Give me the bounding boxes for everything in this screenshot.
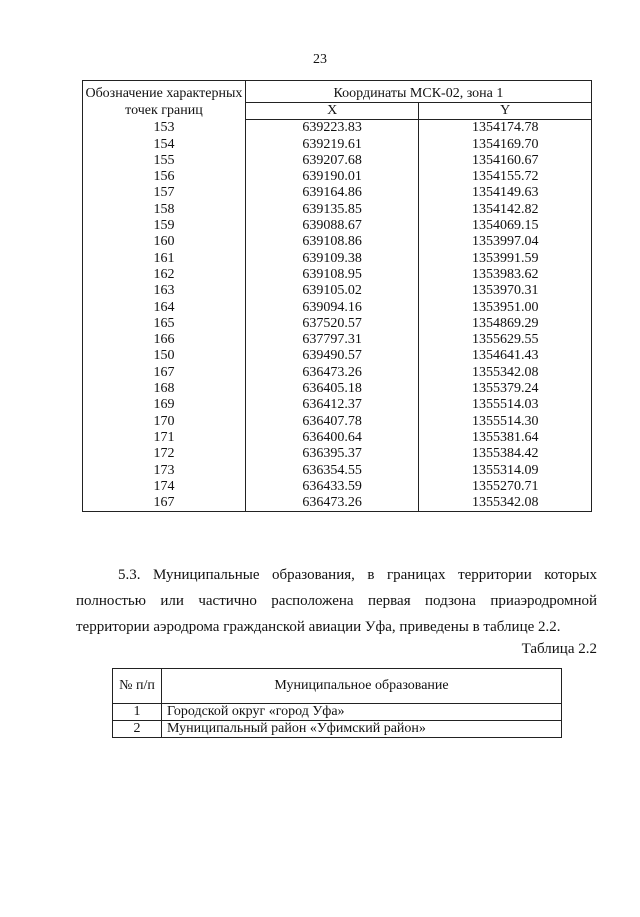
x-cell: 636433.59	[245, 479, 419, 495]
row-number-cell: 2	[113, 721, 162, 738]
point-cell: 158	[83, 202, 246, 218]
y-cell: 1353991.59	[419, 251, 592, 267]
x-cell: 636407.78	[245, 414, 419, 430]
y-cell: 1353970.31	[419, 283, 592, 299]
table-row	[113, 704, 562, 721]
x-cell: 639164.86	[245, 185, 419, 201]
table-row	[83, 414, 592, 430]
table-row	[83, 218, 592, 234]
row-number-cell: 1	[113, 704, 162, 721]
municipality-name-cell: Муниципальный район «Уфимский район»	[162, 721, 562, 738]
table-row	[83, 463, 592, 479]
point-cell: 150	[83, 348, 246, 364]
point-cell: 167	[83, 365, 246, 381]
y-cell: 1354155.72	[419, 169, 592, 185]
y-cell: 1354174.78	[419, 120, 592, 137]
y-cell: 1353983.62	[419, 267, 592, 283]
x-cell: 637520.57	[245, 316, 419, 332]
municipality-column-header: Муниципальное образование	[162, 669, 562, 704]
table-row	[83, 120, 592, 137]
point-cell: 160	[83, 234, 246, 250]
table-row	[83, 185, 592, 201]
point-cell: 162	[83, 267, 246, 283]
y-column-header: Y	[419, 103, 592, 120]
point-cell: 163	[83, 283, 246, 299]
coordinates-table	[82, 80, 592, 512]
table-row	[83, 202, 592, 218]
y-cell: 1355384.42	[419, 446, 592, 462]
x-cell: 639088.67	[245, 218, 419, 234]
point-cell: 165	[83, 316, 246, 332]
y-cell: 1355514.03	[419, 397, 592, 413]
y-cell: 1355270.71	[419, 479, 592, 495]
y-cell: 1355381.64	[419, 430, 592, 446]
point-cell: 153	[83, 120, 246, 137]
x-cell: 639219.61	[245, 137, 419, 153]
point-cell: 167	[83, 495, 246, 512]
y-cell: 1354069.15	[419, 218, 592, 234]
number-column-header: № п/п	[113, 669, 162, 704]
table-row	[83, 234, 592, 250]
point-cell: 170	[83, 414, 246, 430]
y-cell: 1354869.29	[419, 316, 592, 332]
x-cell: 636405.18	[245, 381, 419, 397]
table-row	[83, 479, 592, 495]
point-column-header: Обозначение характерных точек границ	[83, 81, 246, 120]
table-row	[83, 300, 592, 316]
table-caption: Таблица 2.2	[521, 641, 597, 657]
point-cell: 159	[83, 218, 246, 234]
y-cell: 1354160.67	[419, 153, 592, 169]
table-row	[83, 332, 592, 348]
point-cell: 164	[83, 300, 246, 316]
y-cell: 1355514.30	[419, 414, 592, 430]
y-cell: 1353997.04	[419, 234, 592, 250]
y-cell: 1355379.24	[419, 381, 592, 397]
table-row	[113, 721, 562, 738]
x-cell: 636412.37	[245, 397, 419, 413]
x-cell: 639108.86	[245, 234, 419, 250]
x-cell: 639108.95	[245, 267, 419, 283]
x-cell: 639190.01	[245, 169, 419, 185]
point-cell: 172	[83, 446, 246, 462]
section-paragraph: 5.3. Муниципальные образования, в границах территории которых полностью или частично расположена первая подзона приаэродромной территории аэродрома гражданской авиации Уфа, приведены в таблице 2.2.	[76, 567, 597, 635]
x-cell: 639105.02	[245, 283, 419, 299]
table-row	[83, 169, 592, 185]
x-cell: 636400.64	[245, 430, 419, 446]
point-cell: 174	[83, 479, 246, 495]
municipality-name-cell: Городской округ «город Уфа»	[162, 704, 562, 721]
point-cell: 154	[83, 137, 246, 153]
table-row	[83, 283, 592, 299]
x-cell: 639490.57	[245, 348, 419, 364]
y-cell: 1355342.08	[419, 365, 592, 381]
point-cell: 161	[83, 251, 246, 267]
y-cell: 1354149.63	[419, 185, 592, 201]
x-cell: 637797.31	[245, 332, 419, 348]
table-row	[83, 495, 592, 512]
x-column-header: X	[245, 103, 419, 120]
point-cell: 173	[83, 463, 246, 479]
x-cell: 636473.26	[245, 365, 419, 381]
table-row	[83, 316, 592, 332]
y-cell: 1355342.08	[419, 495, 592, 512]
table-row	[83, 446, 592, 462]
x-cell: 639094.16	[245, 300, 419, 316]
x-cell: 639109.38	[245, 251, 419, 267]
x-cell: 636473.26	[245, 495, 419, 512]
x-cell: 639207.68	[245, 153, 419, 169]
table-row	[83, 430, 592, 446]
point-cell: 168	[83, 381, 246, 397]
point-cell: 155	[83, 153, 246, 169]
table-row	[83, 397, 592, 413]
table-row	[83, 267, 592, 283]
y-cell: 1354169.70	[419, 137, 592, 153]
point-cell: 169	[83, 397, 246, 413]
municipalities-table	[112, 668, 562, 738]
page-number: 23	[313, 52, 327, 67]
x-cell: 636354.55	[245, 463, 419, 479]
point-cell: 166	[83, 332, 246, 348]
table-row	[83, 153, 592, 169]
x-cell: 636395.37	[245, 446, 419, 462]
table-row	[83, 137, 592, 153]
y-cell: 1355629.55	[419, 332, 592, 348]
table-row	[83, 365, 592, 381]
x-cell: 639135.85	[245, 202, 419, 218]
table-row	[83, 381, 592, 397]
table-row	[83, 348, 592, 364]
y-cell: 1353951.00	[419, 300, 592, 316]
y-cell: 1354641.43	[419, 348, 592, 364]
point-cell: 157	[83, 185, 246, 201]
table-row	[83, 251, 592, 267]
point-cell: 156	[83, 169, 246, 185]
point-cell: 171	[83, 430, 246, 446]
coordinates-group-header: Координаты МСК-02, зона 1	[245, 81, 591, 103]
x-cell: 639223.83	[245, 120, 419, 137]
y-cell: 1354142.82	[419, 202, 592, 218]
y-cell: 1355314.09	[419, 463, 592, 479]
